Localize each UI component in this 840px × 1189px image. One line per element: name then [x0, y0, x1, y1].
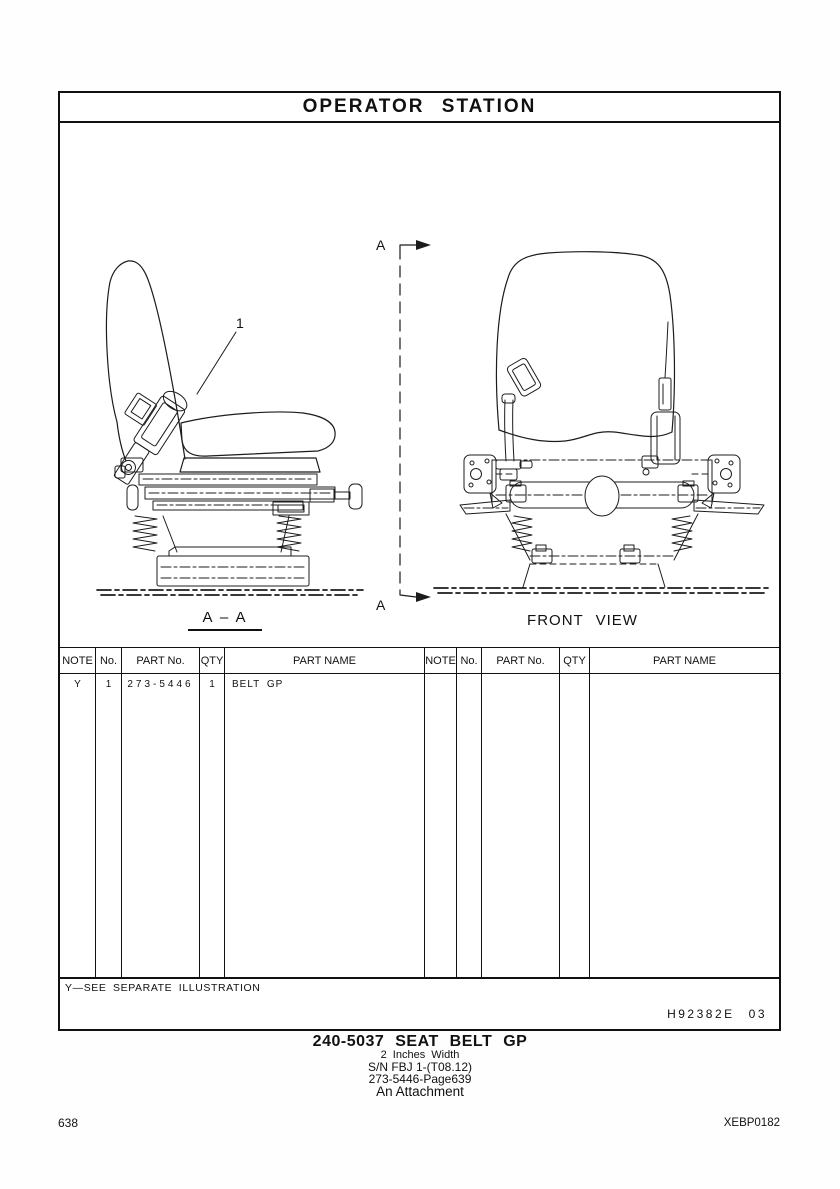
row-no-value: 1 [96, 674, 122, 977]
front-view-drawing [432, 234, 772, 604]
doc-code: XEBP0182 [723, 1117, 780, 1129]
side-view-drawing [77, 226, 377, 636]
row-part-name-2-empty [590, 674, 779, 977]
header-no: No. [96, 648, 122, 673]
header-qty: QTY [200, 648, 225, 673]
header-part-name-2: PART NAME [653, 654, 716, 667]
section-marker-bottom: A [376, 597, 386, 613]
section-view-label: A – A [188, 609, 262, 631]
caption-block [0, 1034, 840, 1098]
caption-width-note: 2 Inches Width [380, 1049, 460, 1061]
callout-1-label: 1 [236, 315, 244, 331]
header-no-2: No. [457, 648, 482, 673]
suspension-frame [460, 460, 764, 516]
parts-table [60, 647, 779, 979]
page-number: 638 [58, 1116, 79, 1130]
drawing-reference [667, 1007, 767, 1021]
callout-1 [197, 315, 244, 394]
front-bellows [506, 514, 698, 563]
row-part-name-value: BELT GP [232, 679, 284, 690]
caption-title: 240-5037 SEAT BELT GP [312, 1033, 528, 1050]
header-note-2: NOTE [425, 648, 457, 673]
footnote: Y—SEE SEPARATE ILLUSTRATION [65, 982, 261, 994]
header-part-no-2: PART No. [482, 648, 560, 673]
drawing-ref-revision: 03 [748, 1007, 767, 1021]
seat-belt-buckle [93, 375, 192, 489]
row-note-2-empty [425, 674, 457, 977]
header-part-name: PART NAME [225, 648, 425, 673]
floor-line [97, 590, 363, 595]
row-no-2-empty [457, 674, 482, 977]
row-qty-value: 1 [200, 674, 225, 977]
caption-attachment-note: An Attachment [376, 1084, 464, 1099]
seat-front-outline [496, 252, 674, 442]
front-view-label: FRONT VIEW [527, 612, 638, 629]
seat-rails [127, 474, 362, 515]
header-part-no: PART No. [122, 648, 200, 673]
front-base [523, 564, 665, 587]
seat-side-outline [106, 261, 335, 472]
title-band [60, 93, 779, 123]
header-note: NOTE [60, 648, 96, 673]
header-qty-2: QTY [560, 648, 590, 673]
row-qty-2-empty [560, 674, 590, 977]
section-marker-top: A [376, 237, 386, 253]
drawing-ref-code: H92382E [667, 1007, 735, 1021]
front-belt-buckle [496, 357, 542, 480]
row-part-no-value: 273-5446 [127, 679, 194, 690]
drawing-area [60, 125, 779, 645]
row-part-no-2-empty [482, 674, 560, 977]
caption-page-ref: 273-5446-Page639 [368, 1072, 472, 1086]
caption-serial-note: S/N FBJ 1-(T08.12) [367, 1060, 473, 1074]
content-frame [58, 91, 781, 1031]
parts-table-header [60, 648, 779, 674]
table-row [60, 674, 779, 977]
front-floor-line [434, 588, 768, 593]
page-title: OPERATOR STATION [302, 96, 537, 117]
row-note-value: Y [60, 674, 96, 977]
seat-base [157, 547, 309, 586]
